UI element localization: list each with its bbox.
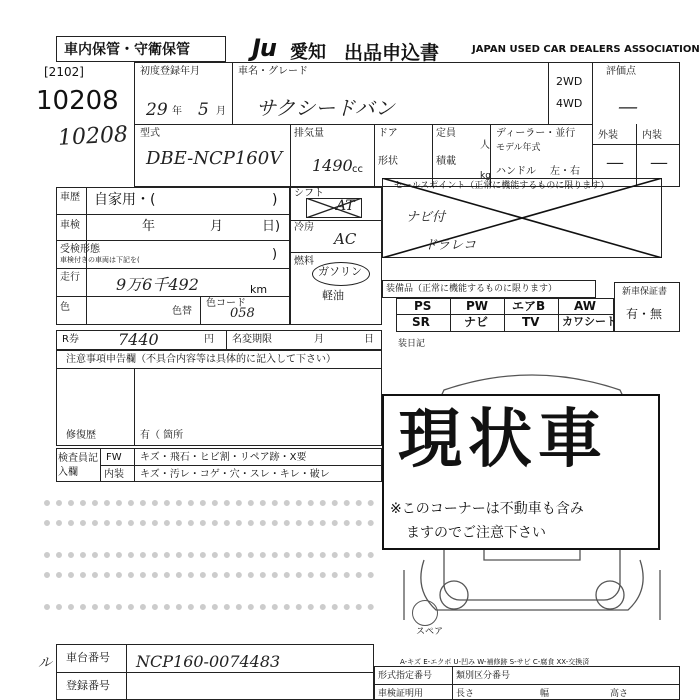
form-title: 出品申込書 (344, 42, 440, 64)
month-unit: 月 (216, 106, 226, 117)
chassis-label: 車台番号 (66, 651, 110, 664)
received-label: 受検形態 (60, 244, 100, 255)
equip-airbag: エアB (512, 299, 546, 313)
car-name-label: 車名・グレード (238, 66, 308, 77)
inspection-year: 年 (142, 219, 156, 234)
car-name-value: サクシードバン (256, 96, 395, 120)
fuel-diesel: 軽油 (322, 289, 344, 302)
first-reg-label: 初度登録年月 (140, 66, 200, 77)
aircon-value: AC (334, 230, 357, 248)
shift-label: シフト (294, 188, 324, 199)
length-label: 長さ (456, 689, 475, 699)
color-label: 色 (60, 302, 70, 313)
org-name: 愛知 (290, 42, 326, 63)
equip-aw: AW (574, 299, 596, 313)
handle-label: ハンドル (496, 166, 536, 177)
inspector-label: 検査員記入欄 (58, 453, 98, 478)
received-close: ) (272, 247, 278, 262)
storage-note: 車内保管・守衛保管 (64, 42, 190, 58)
interior-row-text: キズ・汚レ・コゲ・穴・スレ・キレ・破レ (140, 469, 330, 480)
fuel-label: 燃料 (294, 256, 314, 267)
shape-label: 形状 (378, 156, 398, 167)
notes-area-label: 装日記 (398, 339, 426, 349)
fw-text: キズ・飛石・ヒビ割・リペア跡・X要 (140, 452, 307, 463)
rating-value: — (618, 94, 638, 118)
notes-label: 注意事項申告欄（不具合内容等は具体的に記入して下さい） (66, 354, 336, 365)
handwritten-lot-number: 10208 (57, 122, 129, 151)
drive-2wd: 2WD (556, 75, 583, 88)
first-reg-month: 5 (198, 100, 209, 120)
load-unit: kg (480, 171, 491, 181)
chassis-value: NCP160-0074483 (136, 652, 281, 671)
spare-circle (412, 600, 438, 626)
model-year-label: モデル年式 (496, 143, 541, 153)
cert-label: 車検証明用 (378, 689, 424, 699)
equip-sr: SR (412, 315, 430, 329)
mileage-label: 走行 (60, 272, 80, 283)
registration-label: 登録番号 (66, 679, 110, 692)
type-cert-label: 形式指定番号 (378, 671, 433, 681)
name-change-label: 名変期限 (232, 334, 272, 345)
handle-options: 左・右 (550, 166, 580, 177)
interior-label: 内装 (642, 130, 662, 141)
inspection-label: 車検 (60, 220, 80, 231)
equip-tv: TV (522, 315, 540, 329)
load-label: 積載 (436, 156, 456, 167)
inspection-month: 月 (210, 219, 224, 234)
recycle-label: R券 (62, 334, 79, 345)
as-is-note-2: ますのでご注意下さい (406, 525, 546, 541)
spare-label: スペア (416, 627, 444, 637)
exterior-label: 外装 (598, 130, 618, 141)
aircon-label: 冷房 (294, 222, 314, 233)
usage-label: 車歴 (60, 192, 80, 203)
fw-label: FW (106, 452, 122, 463)
equipment-title: 装備品（正常に機能するものに限ります） (386, 284, 558, 294)
sales-points-title: セールスポイント（正常に機能するものに限ります） (394, 181, 610, 191)
recycle-value: 7440 (118, 330, 159, 349)
as-is-note-1: ※このコーナーは不動車も含み (390, 501, 584, 517)
displacement-label: 排気量 (294, 128, 324, 139)
color-change-label: 色替 (172, 306, 192, 317)
repair-history-label: 修復歴 (66, 430, 96, 441)
lot-number: 10208 (36, 86, 119, 116)
repair-history-value: 有（ 箇所 (140, 430, 184, 441)
fuel-gasoline: ガソリン (318, 265, 362, 278)
code-box: [2102] (44, 65, 84, 79)
displacement-value: 1490 (312, 156, 353, 175)
displacement-unit: cc (352, 164, 363, 175)
recycle-unit: 円 (204, 334, 214, 345)
usage-value: 自家用・( (94, 192, 156, 208)
width-label: 幅 (540, 689, 550, 699)
model-label: 型式 (140, 128, 160, 139)
capacity-label: 定員 (436, 128, 456, 139)
height-label: 高さ (610, 689, 629, 699)
inspection-day: 日) (262, 219, 281, 234)
interior-row-label: 内装 (104, 469, 124, 480)
capacity-unit: 人 (480, 140, 490, 151)
interior-value: — (650, 152, 668, 173)
name-change-month: 月 (314, 334, 324, 345)
rating-label: 評価点 (606, 66, 636, 77)
equip-navi: ナビ (464, 315, 489, 329)
first-reg-year: 29 (146, 100, 168, 120)
equip-ps: PS (414, 299, 432, 313)
door-label: ドア (378, 128, 398, 139)
exterior-value: — (606, 152, 624, 173)
as-is-stamp-label: 現状車 (398, 403, 608, 477)
warranty-label: 新車保証書 (622, 287, 668, 297)
equip-leather: カワシート (562, 315, 617, 328)
shift-value: AT (336, 198, 355, 214)
color-code-value: 058 (230, 306, 255, 321)
sales-point-2: ドラレコ (424, 238, 477, 253)
usage-close: ) (272, 192, 278, 208)
margin-mark: ル (38, 655, 52, 671)
mileage-unit: km (250, 283, 268, 296)
damage-legend: A-キズ E-エクボ U-凹み W-補修跡 S-サビ C-腐食 XX-交換済 (400, 658, 590, 666)
association-name: JAPAN USED CAR DEALERS ASSOCIATION (472, 44, 700, 55)
ju-logo: Ju (252, 34, 277, 62)
model-value: DBE-NCP160V (146, 148, 283, 169)
warranty-options: 有・無 (626, 307, 663, 321)
recycle-row (56, 330, 382, 350)
name-change-day: 日 (364, 334, 374, 345)
dealer-label: ディーラー・並行 (496, 128, 576, 139)
category-label: 類別区分番号 (456, 671, 511, 681)
drive-4wd: 4WD (556, 97, 583, 110)
sales-point-1: ナビ付 (406, 210, 446, 225)
equip-pw: PW (466, 299, 489, 313)
mileage-value: 9万6千492 (116, 275, 199, 294)
color-code-label: 色コード (206, 298, 246, 309)
year-unit: 年 (172, 106, 182, 117)
received-sub: 車検付きの車両は下記を( (60, 256, 140, 264)
